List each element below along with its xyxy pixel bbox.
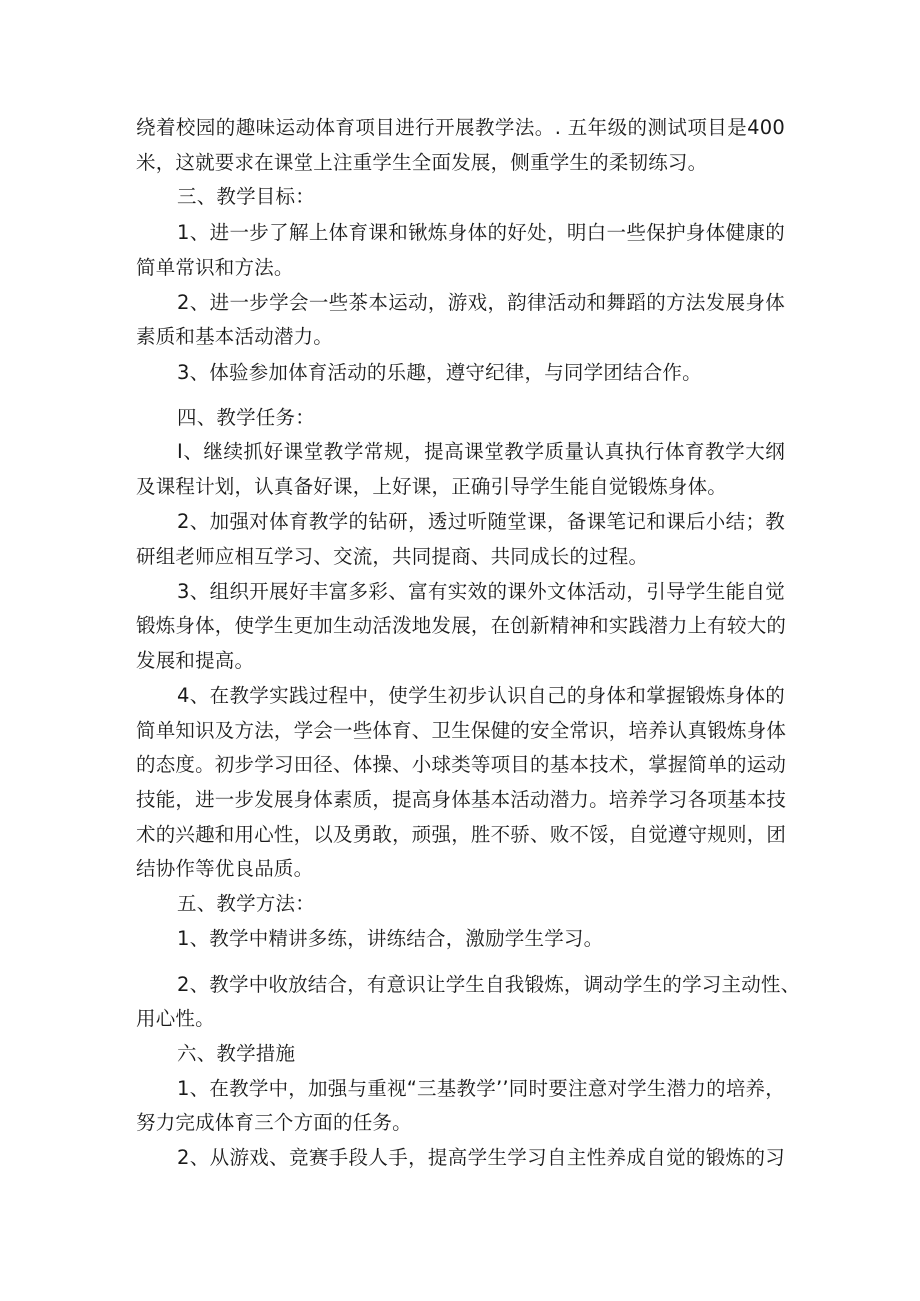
paragraph-line: 3、体验参加体育活动的乐趣，遵守纪律，与同学团结合作。 [177, 361, 702, 384]
paragraph-line: 2、从游戏、竞赛手段人手，提高学生学习自主性养成自觉的锻炼的习 [177, 1146, 785, 1169]
paragraph-line: 术的兴趣和用心性，以及勇敢，顽强，胜不骄、败不馁，自觉遵守规则，团 [136, 823, 787, 846]
paragraph-line: 简单常识和方法。 [136, 256, 294, 279]
paragraph-line: 研组老师应相互学习、交流，共同提商、共同成长的过程。 [136, 545, 649, 568]
section-heading: 五、教学方法： [177, 892, 315, 915]
paragraph-line: 1、进一步了解上体育课和锹炼身体的好处，明白一些保护身体健康的 [177, 221, 785, 244]
paragraph-line: 3、组织开展好丰富多彩、富有实效的课外文体活动，引导学生能自觉 [177, 580, 785, 603]
paragraph-line: 2、加强对体育教学的钻研，透过听随堂课，备课笔记和课后小结；教 [177, 510, 785, 533]
paragraph-line: 结协作等优良品质。 [136, 857, 314, 880]
paragraph-line: 用心性。 [136, 1007, 215, 1030]
paragraph-line: 1、在教学中，加强与重视“三基教学’’同时要注意对学生潜力的培养， [177, 1077, 785, 1100]
paragraph-line: 绕着校园的趣味运动体育项目进行开展教学法。. 五年级的测试项目是400 [136, 116, 785, 139]
paragraph-line: 2、进一步学会一些茶本运动，游戏，韵律活动和舞蹈的方法发展身体 [177, 291, 785, 314]
paragraph-line: 及课程计划，认真备好课，上好课，正确引导学生能自觉锻炼身体。 [136, 475, 728, 498]
paragraph-line: 4、在教学实践过程中，使学生初步认识自己的身体和掌握锻炼身体的 [177, 684, 785, 707]
paragraph-line: 技能，进一步发展身体素质，提高身体基本活动潜力。培养学习各项基本技 [136, 788, 787, 811]
section-heading: 三、教学目标： [177, 185, 315, 208]
paragraph-line: 发展和提高。 [136, 649, 255, 672]
paragraph-line: 1、教学中精讲多练，讲练结合，激励学生学习。 [177, 927, 604, 950]
section-heading: 六、教学措施 [177, 1042, 296, 1065]
paragraph-line: 米，这就要求在课堂上注重学生全面发展，侧重学生的柔韧练习。 [136, 151, 708, 174]
paragraph-line: 锻炼身体，使学生更加生动活泼地发展，在创新精神和实践潜力上有较大的 [136, 614, 787, 637]
section-heading: 四、教学任务： [177, 406, 315, 429]
paragraph-line: I、继续抓好课堂教学常规，提高课堂教学质量认真执行体育教学大纲 [177, 440, 785, 463]
paragraph-line: 的态度。初步学习田径、体操、小球类等项目的基本技术，掌握简单的运动 [136, 753, 787, 776]
paragraph-line: 2、教学中收放结合，有意识让学生自我锻炼，调动学生的学习主动性、 [177, 973, 801, 996]
paragraph-line: 努力完成体育三个方面的任务。 [136, 1111, 412, 1134]
paragraph-line: 素质和基本活动潜力。 [136, 325, 334, 348]
paragraph-line: 简单知识及方法，学会一些体育、卫生保健的安全常识，培养认真锻炼身体 [136, 719, 787, 742]
